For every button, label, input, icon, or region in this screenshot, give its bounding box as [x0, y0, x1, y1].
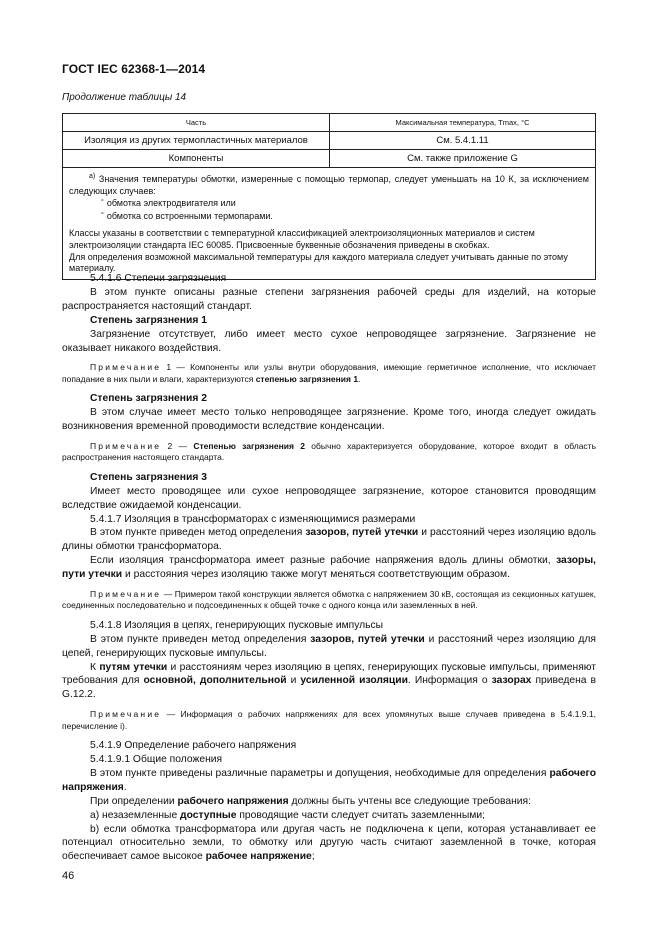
subsection-heading: Степень загрязнения 3 [90, 471, 207, 483]
paragraph: В этом пункте приведен метод определения зазоров, путей утечки и расстояний через изоляцию вдоль длины обмотки трансформатора. [62, 527, 596, 553]
footnote-bullet: ° обмотка электродвигателя или [101, 198, 236, 209]
paragraph: К путям утечки и расстояниям через изоляцию в цепях, генерирующих пусковые импульсы, применяют требования для основной, дополнительной и усиленной изоляции. Информация о зазорах приведена в G.12.2. [62, 661, 597, 701]
document-body [62, 272, 596, 864]
note-label: Примечание [90, 589, 162, 600]
table-header-part: Часть [63, 114, 330, 132]
note-paragraph: Примечание 2 — Степенью загрязнения 2 обычно характеризуется оборудование, которое входит в область распространения настоящего стандарта. [62, 440, 596, 463]
note-paragraph: Примечание — Примером такой конструкции является обмотка с напряжением 30 кВ, состоящая из секционных катушек, соединенных последовательно и подсоединенных к общей точке с одного конца или заземленных в ней. [62, 589, 596, 611]
table-note-classes: Классы указаны в соответствии с температурной классификацией электроизоляционных материалов и систем электроизоляции стандарта IEC 60085. Присвоенные буквенные обозначения приведены в скобках. [69, 228, 535, 250]
table-footnote [69, 171, 589, 197]
subsection-heading: Степень загрязнения 2 [90, 393, 207, 405]
note-label: Примечание [90, 709, 162, 720]
table-cell-part: Изоляция из других термопластичных материалов [63, 132, 330, 150]
paragraph: В этом пункте приведен метод определения зазоров, путей утечки и расстояний через изоляцию для цепей, генерирующих пусковые импульсы. [62, 633, 596, 659]
list-item: b) если обмотка трансформатора или другая часть не подключена к цепи, которая устанавливает ее потенциал относительно земли, то обмотку или другую часть считают заземленной в точке, которая обеспечивает самое высокое рабочее напряжение; [62, 823, 596, 863]
note-label: Примечание [90, 440, 162, 451]
table-header-row [63, 114, 596, 132]
table-header-temp: Максимальная температура, Tmax, °С [330, 114, 596, 132]
list-item: а) незаземленные доступные проводящие части следует считать заземленными; [90, 809, 485, 821]
paragraph: При определении рабочего напряжения должны быть учтены все следующие требования: [90, 795, 531, 807]
paragraph: В этом случае имеет место только непроводящее загрязнение. Кроме того, иногда следует ожидать возникновения временной проводимости вследствие конденсации. [62, 407, 596, 433]
table-cell-temp: См. 5.4.1.11 [330, 132, 596, 150]
section-heading: 5.4.1.9 Определение рабочего напряжения [90, 740, 297, 752]
table-notes-cell [63, 168, 596, 280]
note-label: Примечание [90, 362, 162, 373]
table-row [63, 132, 596, 150]
table-note-max-temp: Для определения возможной максимальной температуры для каждого материала следует учитывать данные по этому материалу. [69, 251, 568, 274]
paragraph: Если изоляция трансформатора имеет разные рабочие напряжения вдоль длины обмотки, зазоры, пути утечки и расстояния через изоляцию также могут меняться соответствующим образом. [62, 555, 596, 581]
paragraph: В этом пункте описаны разные степени загрязнения рабочей среды для изделий, на которые распространяется настоящий стандарт. [62, 286, 596, 312]
section-heading: 5.4.1.6 Степени загрязнения [90, 273, 227, 284]
section-heading: 5.4.1.8 Изоляция в цепях, генерирующих пусковые импульсы [90, 619, 384, 631]
standard-header: ГОСТ IEC 62368-1—2014 [62, 62, 206, 76]
bullet-dot-icon: ° [101, 199, 104, 207]
subsection-heading: 5.4.1.9.1 Общие положения [90, 754, 223, 765]
footnote-mark: а) [89, 173, 96, 180]
temperature-table [62, 113, 596, 280]
table-cell-part: Компоненты [63, 150, 330, 168]
note-paragraph: Примечание 1 — Компоненты или узлы внутри оборудования, имеющие герметичное исполнение, что исключает попадание в них пыли и влаги, характеризуются степенью загрязнения 1. [62, 362, 596, 384]
note-paragraph: Примечание — Информация о рабочих напряжениях для всех упомянутых выше случаев приведена в 5.4.1.9.1, перечисление i). [62, 709, 596, 731]
table-row [63, 150, 596, 168]
footnote-bullet: ° обмотка со встроенными термопарами. [101, 210, 273, 221]
section-heading: 5.4.1.7 Изоляция в трансформаторах с изменяющимися размерами [90, 513, 416, 525]
table-notes-row [63, 168, 596, 280]
table-cell-temp: См. также приложение G [330, 150, 596, 168]
page-number: 46 [62, 870, 75, 882]
footnote-text: Значения температуры обмотки, измеренные с помощью термопар, следует уменьшать на 10 К, за исключением следующих случаев: [69, 174, 589, 196]
subsection-heading: Степень загрязнения 1 [90, 314, 207, 326]
paragraph: Имеет место проводящее или сухое непроводящее загрязнение, которое становится проводящим вследствие ожидаемой конденсации. [62, 485, 596, 511]
paragraph: Загрязнение отсутствует, либо имеет место сухое непроводящее загрязнение. Загрязнение не оказывает никакого воздействия. [62, 328, 596, 354]
table-continuation-caption: Продолжение таблицы 14 [62, 92, 187, 103]
paragraph: В этом пункте приведены различные параметры и допущения, необходимые для определения рабочего напряжения. [62, 767, 596, 793]
bullet-dot-icon: ° [101, 211, 104, 219]
